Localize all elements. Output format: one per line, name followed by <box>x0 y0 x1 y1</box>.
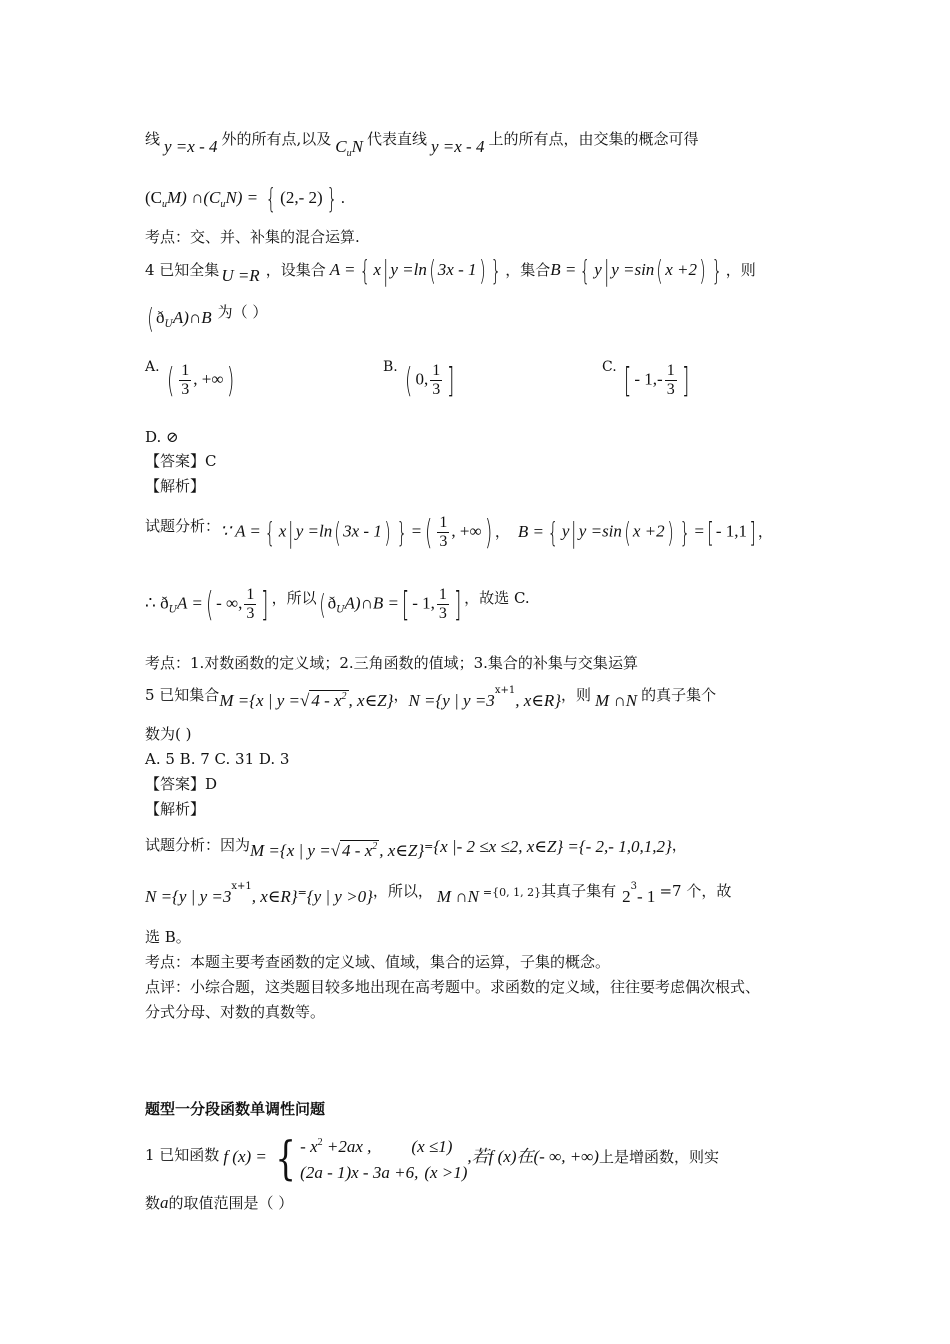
math-expr: U =R <box>221 266 260 285</box>
math-expr: A = <box>329 260 356 279</box>
analysis-label: 【解析】 <box>145 800 206 818</box>
text-span: ，设集合 <box>265 261 326 279</box>
text-line: 选 B。 <box>145 928 191 946</box>
analysis-label: 【解析】 <box>145 477 206 495</box>
text-span: ，集合 <box>505 261 551 279</box>
math-expr: $C_uN$ <box>335 137 363 159</box>
text-span: 代表直线 <box>366 130 427 148</box>
text-line <box>145 128 810 157</box>
kaodian-line: 考点：交、并、补集的混合运算. <box>145 228 360 246</box>
kaodian-line: 考点：1.对数函数的定义域；2.三角函数的值域；3.集合的补集与交集运算 <box>145 654 638 672</box>
solution-line-1: 试题分析：∵ A = { x| y =ln( 3x - 1) } =( $\frac{1}{3}$ , +∞) ， B = { y| y =sin( x +2) } =[ - 1,1] ， <box>145 512 773 553</box>
math-expr: $(C_uM)$ $\cap(C_uN)$ = { (2,- 2) } <box>145 182 337 215</box>
question-5-line2: 数为( ) <box>145 725 192 743</box>
text-span: 上的所有点，由交集的概念可得 <box>488 130 699 148</box>
text-span: 为（ ） <box>217 303 268 321</box>
text-span: ，则 <box>725 261 756 279</box>
answer-label: 【答案】D <box>145 775 218 793</box>
piecewise-cases: - $x^2 +2ax$ , (x ≤1) (2a - 1)x - 3a +6, (x >1) <box>300 1137 468 1182</box>
question-5-line: 5 已知集合M ={x | y =√ $4 - x^2$ , x∈Z}，N ={y | $y =3^{x+1}$, x∈R}，则 M ∩N 的真子集个 <box>145 685 717 710</box>
option-a: A. ( $\frac{1}{3}$ , +∞) <box>145 358 234 401</box>
question-4-line: 4 已知全集 U =R ，设集合 A = { x| y =ln( 3x - 1) } ，集合B = { y| y =sin( x +2) } ，则 <box>145 254 756 287</box>
question-5-options: A. 5 B. 7 C. 31 D. 3 <box>145 750 290 768</box>
comment-line: 点评：小综合题，这类题目较多地出现在高考题中。求函数的定义域，往往要考虑偶次根式、 <box>145 978 761 996</box>
math-expr: y =x - 4 <box>164 137 218 156</box>
question-1-line2: 数a的取值范围是（ ） <box>145 1193 294 1212</box>
solution-line-2: N ={y | $y =3^{x+1}$, x∈R}={y | y >0}，所以， M ∩N ={0, 1, 2}其真子集有 $2^3-$ 1 =7 个，故 <box>145 881 732 906</box>
text-span: 外的所有点,以及 <box>221 130 332 148</box>
math-line <box>145 182 810 216</box>
option-d: D. ⊘ <box>145 428 179 446</box>
comment-line: 分式分母、对数的真数等。 <box>145 1003 326 1021</box>
answer-label: 【答案】C <box>145 452 217 470</box>
text-span: 线 <box>145 130 161 148</box>
question-4-line2: ( $ð_UA)\cap B$ 为（ ） <box>147 302 268 335</box>
math-expr: y =x - 4 <box>430 137 485 156</box>
solution-line-1: 试题分析：因为M ={x | y =√ $4 - x^2$ , x∈Z}={x |- 2 ≤x ≤2, x∈Z} ={- 2,- 1,0,1,2}， <box>145 836 687 860</box>
text-span: 4 已知全集 <box>145 261 220 279</box>
option-c: C. [ - 1,- $\frac{1}{3}$ ] <box>602 358 689 401</box>
solution-line-2: ∴ $ð_UA$ =( - ∞, $\frac{1}{3}$ ] ，所以( $ð_UA)\cap B$ =[ - 1, $\frac{1}{3}$ ] ，故选 C. <box>145 584 530 625</box>
kaodian-line: 考点：本题主要考查函数的定义域、值域，集合的运算，子集的概念。 <box>145 953 611 971</box>
text-span: . <box>340 188 346 207</box>
section-title: 题型一分段函数单调性问题 <box>145 1100 326 1118</box>
option-b: B. ( 0, $\frac{1}{3}$ ] <box>383 358 455 401</box>
question-1-line: 1 已知函数 f (x) = { - $x^2 +2ax$ , (x ≤1) (2a - 1)x - 3a +6, (x >1) ,若f (x)在(- ∞, +∞)上是增函数，则实 <box>145 1131 719 1185</box>
